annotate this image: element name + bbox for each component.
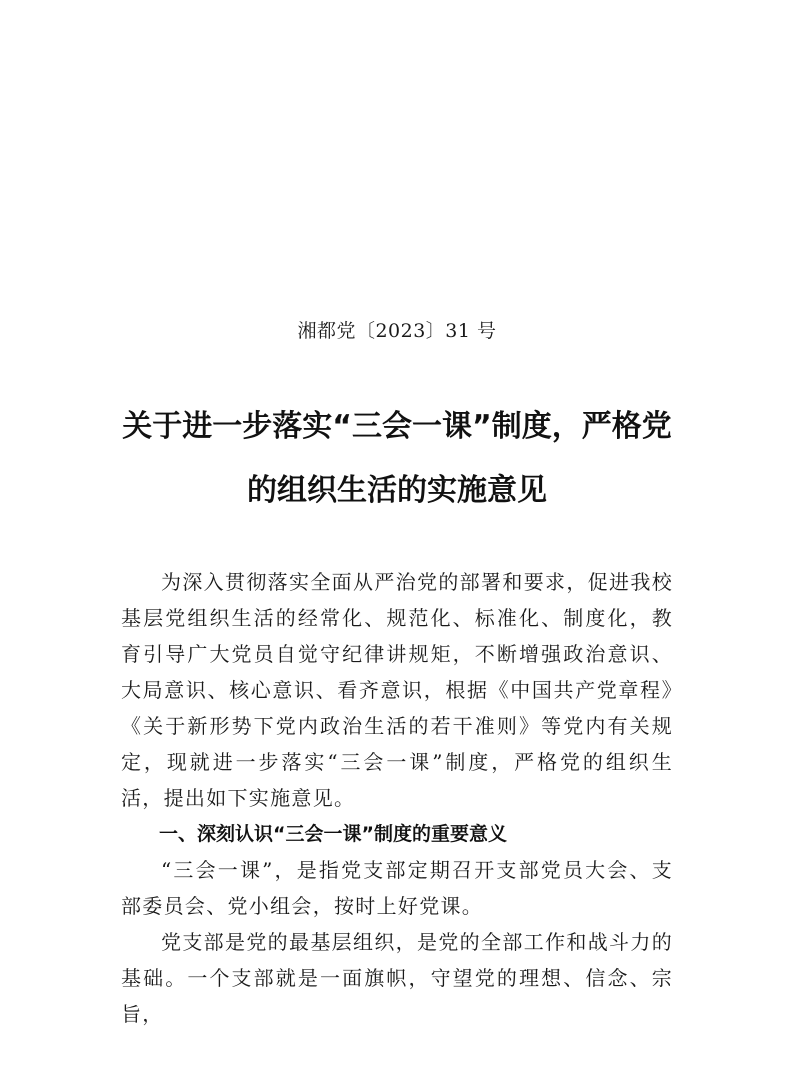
document-title-line-1: 关于进一步落实“三会一课”制度，严格党 xyxy=(122,409,672,444)
section-heading: 一、深刻认识“三会一课”制度的重要意义 xyxy=(159,823,507,845)
document-number: 湘都党〔2023〕31 号 xyxy=(297,320,497,342)
section-paragraph-definition: “三会一课”，是指党支部定期召开支部党员大会、支部委员会、党小组会，按时上好党课。 xyxy=(121,858,673,918)
intro-paragraph: 为深入贯彻落实全面从严治党的部署和要求，促进我校基层党组织生活的经常化、规范化、标准化、制度化，教育引导广大党员自觉守纪律讲规矩，不断增强政治意识、大局意识、核心意识、看齐意识，根据《中国共产党章程》《关于新形势下党内政治生活的若干准则》等党内有关规定，现就进一步落实“三会一课”制度，严格党的组织生活，提出如下实施意见。 xyxy=(121,570,673,810)
section-paragraph-significance: 党支部是党的最基层组织，是党的全部工作和战斗力的基础。一个支部就是一面旗帜，守望党的理想、信念、宗旨， xyxy=(121,930,673,1026)
document-title-line-2: 的组织生活的实施意见 xyxy=(247,473,547,508)
document-title xyxy=(110,395,684,523)
document-body xyxy=(121,564,673,1032)
